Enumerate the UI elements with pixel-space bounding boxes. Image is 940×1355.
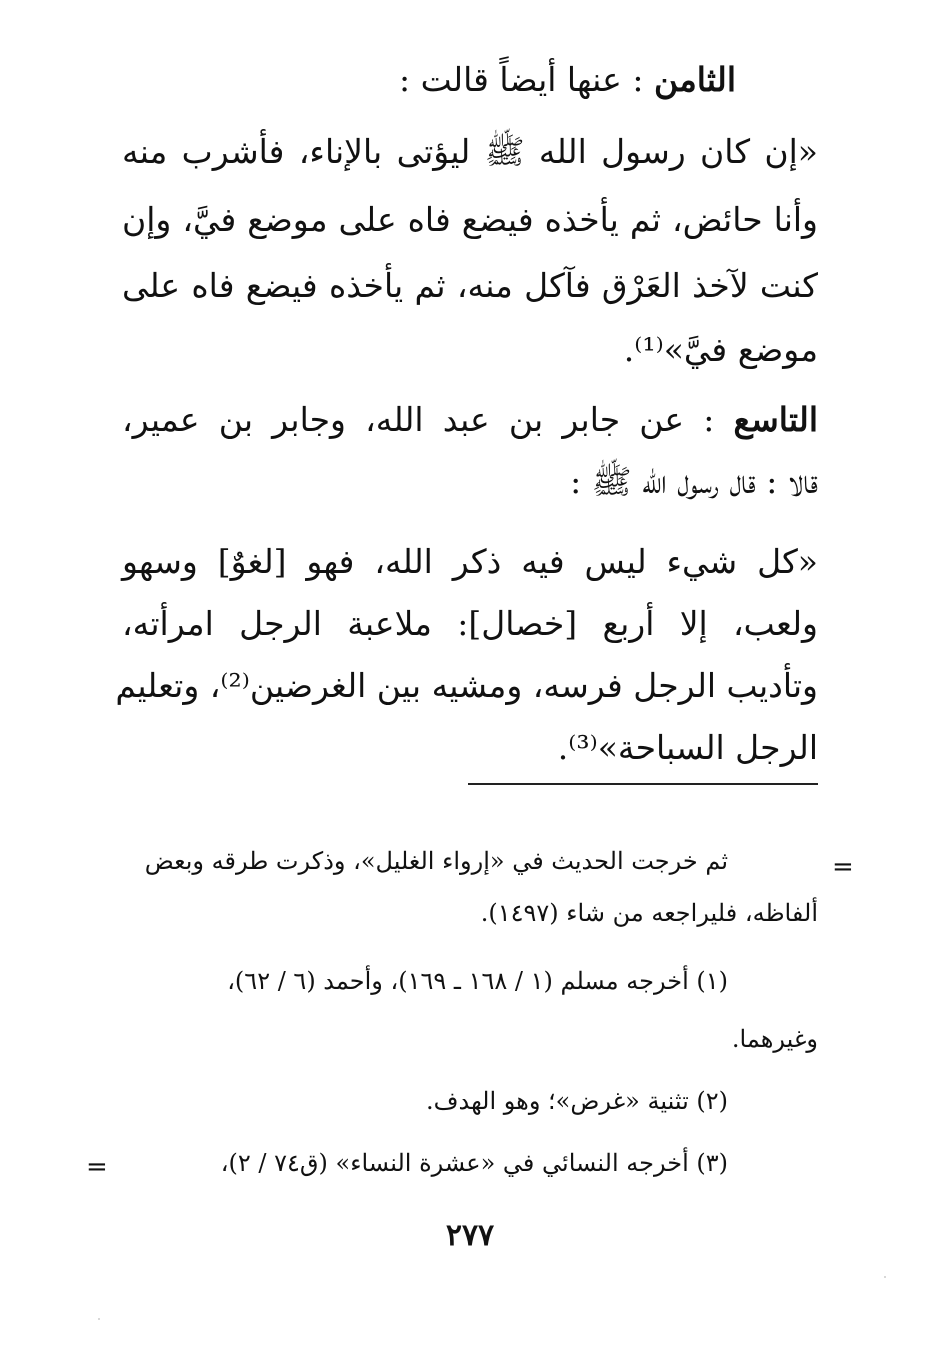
footnote-1-line-1: (١) أخرجه مسلم (١ / ١٦٨ ـ ١٦٩)، وأحمد (٦ / ٦٢)، bbox=[227, 967, 728, 995]
section-nine-intro: : عن جابر بن عبد الله، وجابر بن عمير، bbox=[122, 400, 715, 439]
scan-speck bbox=[884, 1276, 886, 1278]
scan-speck bbox=[98, 1318, 100, 1320]
footnote-3: (٣) أخرجه النسائي في «عشرة النساء» (ق٧٤ / ٢)، bbox=[220, 1149, 728, 1177]
footnote-2: (٢) تثنية «غرض»؛ وهو الهدف. bbox=[425, 1087, 728, 1115]
section-nine-line-2: قالا : قال رسول الله ﷺ : bbox=[570, 462, 818, 501]
hadith-nine-line-2: ولعب، إلا أربع [خصال]: ملاعبة الرجل امرأته، bbox=[122, 604, 818, 643]
hadith-eight-line-2: وأنا حائض، ثم يأخذه فيضع فاه على موضع فيَّ، وإن bbox=[122, 200, 818, 239]
hadith-eight-line-3: كنت لآخذ العَرْق فآكل منه، ثم يأخذه فيضع فاه على bbox=[122, 266, 818, 305]
page-number: ٢٧٧ bbox=[445, 1218, 495, 1253]
hadith-nine-line-1: «كل شيء ليس فيه ذكر الله، فهو [لغوٌ] وسهو bbox=[122, 542, 818, 581]
section-eight-intro: : عنها أيضاً قالت : bbox=[399, 60, 644, 99]
section-eight-heading bbox=[399, 60, 736, 100]
continuation-mark: = bbox=[832, 852, 854, 882]
hadith-eight-line-4: موضع فيَّ»⁽¹⁾. bbox=[623, 330, 818, 369]
section-nine-heading bbox=[122, 400, 818, 440]
footnote-continuation-line-2: ألفاظه، فليراجعه من شاء (١٤٩٧). bbox=[480, 899, 818, 927]
footnote-continuation-line-1: ثم خرجت الحديث في «إرواء الغليل»، وذكرت طرقه وبعض bbox=[144, 847, 728, 875]
hadith-nine-line-4: الرجل السباحة»⁽³⁾. bbox=[557, 728, 818, 767]
footnote-3-continuation-mark: = bbox=[86, 1152, 108, 1182]
footnote-1-line-2: وغيرهما. bbox=[731, 1025, 818, 1053]
section-eight-label: الثامن bbox=[653, 60, 736, 99]
hadith-nine-line-3: وتأديب الرجل فرسه، ومشيه بين الغرضين⁽²⁾، وتعليم bbox=[115, 666, 818, 705]
hadith-eight-line-1: «إن كان رسول الله ﷺ ليؤتى بالإناء، فأشرب منه bbox=[122, 132, 818, 171]
footnote-separator bbox=[468, 783, 818, 785]
section-nine-label: التاسع bbox=[733, 400, 818, 439]
